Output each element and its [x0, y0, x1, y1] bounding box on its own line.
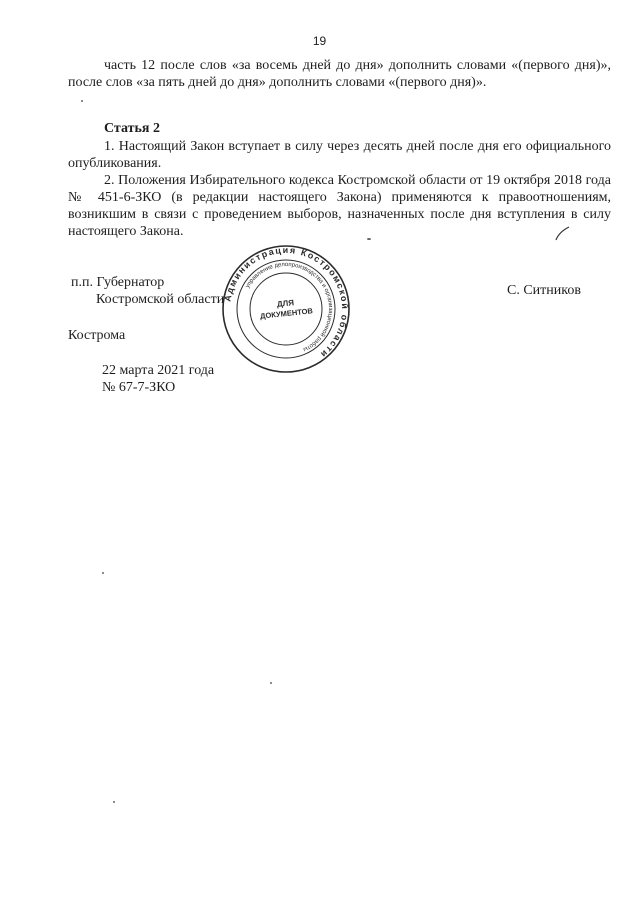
- scan-speck: [113, 801, 115, 803]
- article-item-2: 2. Положения Избирательного кодекса Костромской области от 19 октября 2018 года № 451-6-ЗКО (в редакции настоящего Закона) применяются к правоотношениям, возникшим в связи с проведением выборов, назначенных после дня вступления в силу настоящего Закона.: [68, 173, 611, 239]
- scan-speck: [367, 238, 371, 240]
- article-item-1: 1. Настоящий Закон вступает в силу через десять дней после дня его официального опубликования.: [68, 139, 611, 171]
- city: Кострома: [68, 328, 126, 343]
- article-heading: Статья 2: [104, 121, 160, 136]
- signatory-title-line2: Костромской области: [96, 292, 225, 307]
- law-date: 22 марта 2021 года: [102, 363, 215, 378]
- amendment-text: часть 12 после слов «за восемь дней до дня» дополнить словами «(первого дня)», после слов «за пять дней до дня» дополнить словами «(первого дня)».: [68, 58, 611, 90]
- signatory-name: С. Ситников: [507, 283, 581, 298]
- stamp-center-line2: ДОКУМЕНТОВ: [259, 306, 314, 321]
- scan-speck: [102, 572, 104, 574]
- stamp-center-line1: ДЛЯ: [276, 298, 295, 309]
- amendment-paragraph: [68, 57, 611, 91]
- signatory-title-line1: п.п. Губернатор: [71, 275, 165, 290]
- stamp-outer-text: Администрация Костромской области: [222, 244, 351, 361]
- scan-speck: [81, 100, 83, 102]
- scan-speck: [270, 682, 272, 684]
- signature-mark: [553, 224, 573, 242]
- official-stamp: [221, 244, 351, 374]
- stamp-inner-text: управление делопроизводства и организационной работы: [244, 261, 334, 353]
- article-body: [68, 138, 611, 240]
- law-number: № 67-7-ЗКО: [102, 380, 176, 395]
- page-number: 19: [312, 34, 327, 48]
